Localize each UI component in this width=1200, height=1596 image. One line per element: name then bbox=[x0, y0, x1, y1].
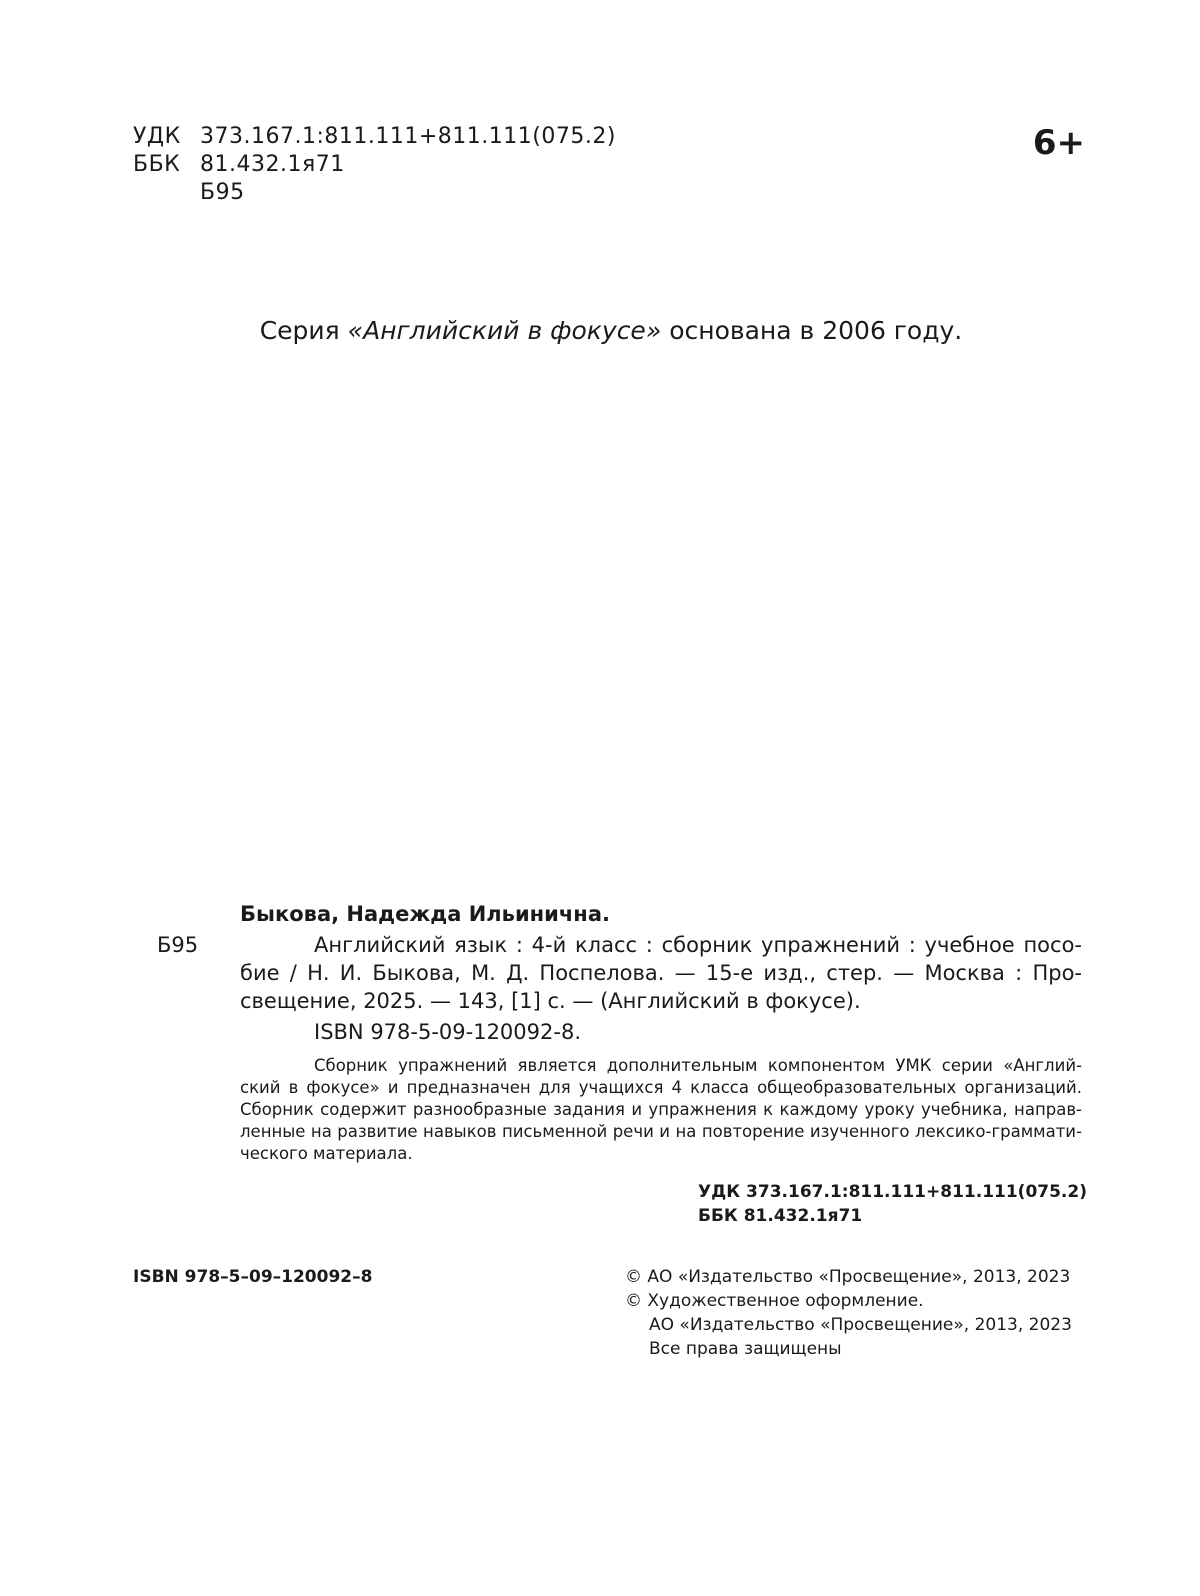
bib-line-3: свещение, 2025. — 143, [1] с. — (Английский в фокусе). bbox=[240, 989, 861, 1013]
annotation-line-1: Сборник упражнений является дополнительным компонентом УМК серии «Англий- bbox=[314, 1056, 1082, 1075]
card-author-mark: Б95 bbox=[157, 933, 199, 957]
isbn-line: ISBN 978-5-09-120092-8. bbox=[314, 1020, 581, 1044]
series-note bbox=[0, 316, 1200, 345]
bib-line-2: бие / Н. И. Быкова, М. Д. Поспелова. — 15-е изд., стер. — Москва : Про- bbox=[240, 961, 1082, 985]
author-mark: Б95 bbox=[200, 180, 245, 205]
annotation-line-5: ческого материала. bbox=[240, 1144, 413, 1163]
bbk-label: ББК bbox=[133, 152, 181, 177]
copyright-line-4: Все права защищены bbox=[649, 1339, 842, 1359]
copyright-line-3: АО «Издательство «Просвещение», 2013, 2023 bbox=[649, 1315, 1072, 1335]
age-rating: 6+ bbox=[1032, 123, 1085, 163]
series-suffix: основана в 2006 году. bbox=[661, 316, 963, 345]
series-name: «Английский в фокусе» bbox=[347, 316, 662, 345]
series-prefix: Серия bbox=[259, 316, 348, 345]
annotation-line-2: ский в фокусе» и предназначен для учащихся 4 класса общеобразовательных организаций. bbox=[240, 1078, 1082, 1097]
bbk-value: 81.432.1я71 bbox=[200, 152, 345, 177]
udk-value: 373.167.1:811.111+811.111(075.2) bbox=[200, 124, 616, 149]
annotation-line-4: ленные на развитие навыков письменной речи и на повторение изученного лексико-граммати- bbox=[240, 1122, 1082, 1141]
udk-label: УДК bbox=[133, 124, 181, 149]
bbk-repeat: ББК 81.432.1я71 bbox=[698, 1206, 863, 1226]
udk-repeat: УДК 373.167.1:811.111+811.111(075.2) bbox=[698, 1182, 1087, 1202]
copyright-line-2: © Художественное оформление. bbox=[625, 1291, 924, 1311]
annotation-line-3: Сборник содержит разнообразные задания и упражнения к каждому уроку учебника, направ- bbox=[240, 1100, 1082, 1119]
copyright-line-1: © АО «Издательство «Просвещение», 2013, 2023 bbox=[625, 1267, 1071, 1287]
footer-isbn: ISBN 978–5–09–120092–8 bbox=[133, 1267, 373, 1287]
bib-line-1: Английский язык : 4-й класс : сборник упражнений : учебное посо- bbox=[314, 933, 1082, 957]
author-heading: Быкова, Надежда Ильинична. bbox=[240, 902, 610, 926]
